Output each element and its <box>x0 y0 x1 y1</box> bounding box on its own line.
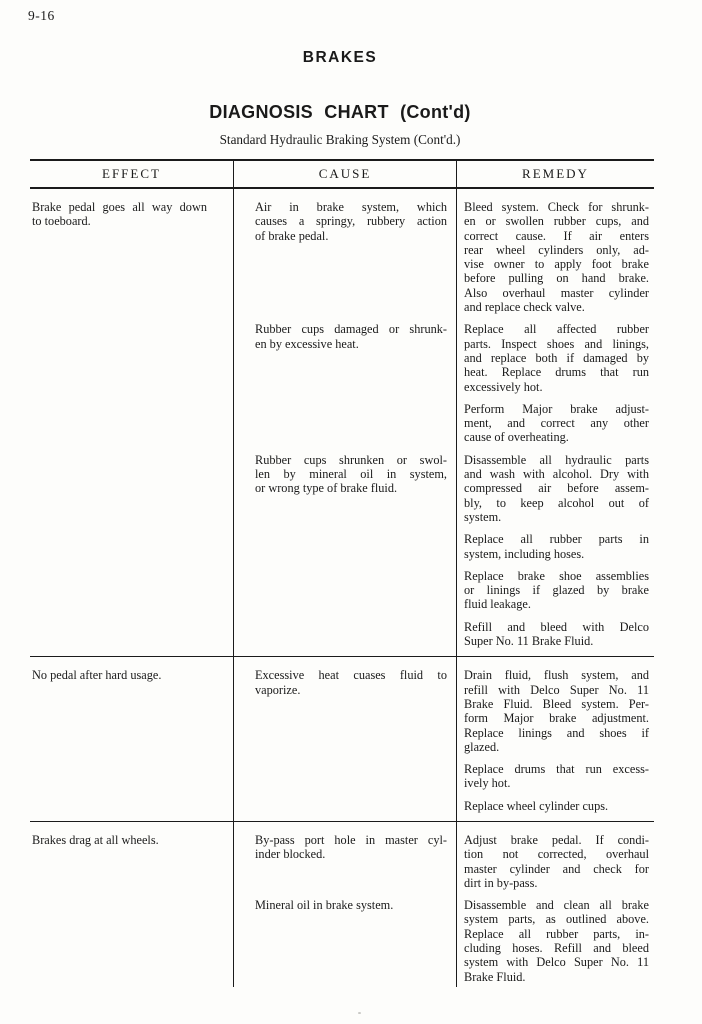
text-line: Brake Fluid. Bleed system. Per- <box>464 696 649 711</box>
cause-cell <box>233 189 456 322</box>
chart-title: DIAGNOSIS CHART (Cont'd) <box>209 102 471 122</box>
table-header-row <box>30 159 654 189</box>
text-line: dirt in by-pass. <box>464 875 538 890</box>
text-line: cluding hoses. Refill and bleed <box>464 941 649 956</box>
header-remedy: REMEDY <box>456 161 654 187</box>
text-line: vise owner to apply foot brake <box>464 257 649 272</box>
cause-cell <box>233 898 456 987</box>
text-line: glazed. <box>464 739 500 754</box>
text-line: system parts, as outlined above. <box>464 912 649 927</box>
text-line: ment, and correct any other <box>464 416 649 431</box>
text-line: Excessive heat cuases fluid to <box>255 668 447 683</box>
table-subrow <box>30 189 654 322</box>
paragraph <box>464 322 649 393</box>
text-line: of brake pedal. <box>255 228 329 243</box>
text-line: rear wheel cylinders only, ad- <box>464 242 649 257</box>
text-line: Bleed system. Check for shrunk- <box>464 200 649 214</box>
text-line: before pulling on hand brake. <box>464 271 649 286</box>
paragraph <box>464 402 649 445</box>
paragraph <box>464 569 649 612</box>
text-line: Replace drums that run excess- <box>464 762 649 777</box>
effect-cell <box>30 657 233 821</box>
text-line: Replace wheel cylinder cups. <box>464 798 609 813</box>
remedy-cell <box>456 453 654 657</box>
remedy-cell <box>456 322 654 452</box>
text-line: vaporize. <box>255 682 301 697</box>
text-line: Mineral oil in brake system. <box>255 898 394 913</box>
text-line: Rubber cups shrunken or swol- <box>255 452 447 467</box>
text-line: inder blocked. <box>255 847 326 862</box>
text-line: parts. Inspect shoes and linings, <box>464 336 649 351</box>
paragraph <box>464 833 649 890</box>
text-line: correct cause. If air enters <box>464 228 649 243</box>
paragraph <box>255 833 447 862</box>
text-line: Replace all affected rubber <box>464 322 649 337</box>
text-line: ively hot. <box>464 776 511 791</box>
paragraph <box>255 453 447 496</box>
text-line: to toeboard. <box>32 214 91 229</box>
text-line: len by mineral oil in system, <box>255 467 447 482</box>
text-line: fluid leakage. <box>464 597 531 612</box>
cause-cell <box>233 657 456 821</box>
paragraph <box>464 453 649 524</box>
text-line: Brake Fluid. <box>464 969 526 984</box>
text-line: Rubber cups damaged or shrunk- <box>255 322 447 337</box>
table-subrow <box>30 821 654 898</box>
text-line: Replace linings and shoes if <box>464 725 649 740</box>
text-line: system. <box>464 509 502 524</box>
text-line: Refill and bleed with Delco <box>464 619 649 634</box>
text-line: tion not corrected, overhaul <box>464 847 649 862</box>
paragraph <box>464 532 649 561</box>
text-line: Air in brake system, which <box>255 200 447 214</box>
paragraph <box>255 200 447 243</box>
cause-cell <box>233 453 456 657</box>
paragraph <box>32 668 207 682</box>
paragraph <box>464 620 649 649</box>
text-line: excessively hot. <box>464 379 543 394</box>
table-subrow <box>30 898 654 987</box>
text-line: heat. Replace drums that run <box>464 365 649 380</box>
text-line: master cylinder and check for <box>464 861 649 876</box>
chart-subtitle: Standard Hydraulic Braking System (Cont'd.) <box>219 132 461 147</box>
remedy-cell <box>456 657 654 821</box>
paragraph <box>32 833 207 847</box>
effect-cell <box>30 453 233 657</box>
remedy-cell <box>456 189 654 322</box>
effect-cell <box>30 189 233 322</box>
scan-speck <box>358 1012 361 1014</box>
cause-cell <box>233 322 456 452</box>
text-line: Replace all rubber parts, in- <box>464 926 649 941</box>
table-subrow <box>30 656 654 821</box>
paragraph <box>464 762 649 791</box>
effect-cell <box>30 898 233 987</box>
table-subrow <box>30 322 654 452</box>
paragraph <box>32 200 207 229</box>
paragraph <box>464 898 649 984</box>
text-line: Super No. 11 Brake Fluid. <box>464 634 594 649</box>
text-line: Replace brake shoe assemblies <box>464 568 649 583</box>
text-line: cause of overheating. <box>464 430 569 445</box>
paragraph <box>464 799 649 813</box>
text-line: By-pass port hole in master cyl- <box>255 832 447 847</box>
remedy-cell <box>456 822 654 898</box>
text-line: or linings if glazed by brake <box>464 583 649 598</box>
effect-cell <box>30 822 233 898</box>
cause-cell <box>233 822 456 898</box>
table-subrow <box>30 453 654 657</box>
text-line: form Major brake adjustment. <box>464 711 649 726</box>
text-line: causes a springy, rubbery action <box>255 214 447 229</box>
text-line: system, including hoses. <box>464 546 585 561</box>
effect-cell <box>30 322 233 452</box>
paragraph <box>255 668 447 697</box>
paragraph <box>255 898 447 912</box>
table-body <box>30 189 654 987</box>
page-number: 9-16 <box>28 8 55 23</box>
text-line: Adjust brake pedal. If condi- <box>464 832 649 847</box>
text-line: or wrong type of brake fluid. <box>255 481 398 496</box>
text-line: compressed air before assem- <box>464 481 649 496</box>
section-title: BRAKES <box>302 49 378 66</box>
text-line: and wash with alcohol. Dry with <box>464 467 649 482</box>
text-line: Perform Major brake adjust- <box>464 401 649 416</box>
text-line: No pedal after hard usage. <box>32 668 162 683</box>
text-line: system with Delco Super No. 11 <box>464 955 649 970</box>
paragraph <box>255 322 447 351</box>
text-line: and replace both if damaged by <box>464 350 649 365</box>
remedy-cell <box>456 898 654 987</box>
text-line: refill with Delco Super No. 11 <box>464 682 649 697</box>
text-line: and replace check valve. <box>464 300 585 315</box>
text-line: Drain fluid, flush system, and <box>464 668 649 683</box>
diagnosis-table <box>30 159 654 987</box>
text-line: Disassemble all hydraulic parts <box>464 452 649 467</box>
text-line: Brakes drag at all wheels. <box>32 832 159 847</box>
text-line: Disassemble and clean all brake <box>464 898 649 913</box>
paragraph <box>464 668 649 754</box>
header-effect: EFFECT <box>102 166 161 181</box>
text-line: Also overhaul master cylinder <box>464 285 649 300</box>
text-line: en by excessive heat. <box>255 336 359 351</box>
text-line: en or swollen rubber cups, and <box>464 214 649 229</box>
text-line: Brake pedal goes all way down <box>32 200 207 214</box>
paragraph <box>464 200 649 314</box>
text-line: bly, to keep alcohol out of <box>464 495 649 510</box>
header-cause: CAUSE <box>233 161 456 187</box>
text-line: Replace all rubber parts in <box>464 532 649 547</box>
